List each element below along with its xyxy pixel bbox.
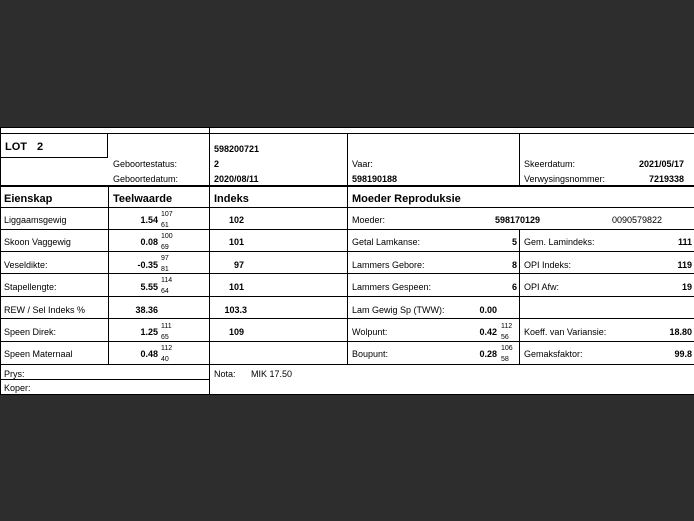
trait-index: 102 (228, 215, 244, 225)
sire-label: Vaar: (352, 159, 373, 169)
grid-line (0, 127, 694, 128)
shear-date-label: Skeerdatum: (524, 159, 576, 169)
dam-row-value: 8 (511, 260, 517, 270)
dam-accuracy-lower: 56 (501, 334, 509, 341)
grid-line (0, 394, 694, 395)
shear-date-value: 2021/05/17 (638, 159, 684, 169)
dam-accuracy-lower: 58 (501, 356, 509, 363)
trait-value: 1.25 (140, 327, 158, 337)
grid-line (347, 133, 348, 186)
trait-accuracy-lower: 65 (161, 334, 169, 341)
trait-accuracy-upper: 100 (161, 233, 173, 240)
dam-row-label-secondary: Gem. Lamindeks: (524, 237, 595, 247)
birth-date-value: 2020/08/11 (214, 174, 259, 184)
breeding-value-column-header: Teelwaarde (113, 193, 173, 205)
dam-reproduction-header: Moeder Reproduksie (352, 193, 461, 205)
grid-line (519, 133, 520, 186)
grid-line (519, 229, 520, 365)
grid-line (0, 379, 209, 380)
trait-label: Skoon Vaggewig (4, 237, 71, 247)
dam-row-value: 0.28 (479, 349, 497, 359)
dam-accuracy-upper: 112 (501, 323, 513, 330)
dam-row-value: 0.00 (479, 305, 497, 315)
trait-accuracy-lower: 69 (161, 244, 169, 251)
dam-row-label: Wolpunt: (352, 327, 388, 337)
dam-id: 598170129 (494, 215, 540, 225)
trait-label: Liggaamsgewig (4, 215, 67, 225)
sire-value: 598190188 (352, 174, 398, 184)
dam-row-value-secondary: 111 (677, 237, 692, 247)
trait-label: REW / Sel Indeks % (4, 305, 86, 315)
animal-id: 598200721 (214, 144, 260, 154)
trait-value: 0.48 (140, 349, 158, 359)
trait-accuracy-lower: 81 (161, 266, 169, 273)
grid-line (108, 185, 109, 365)
grid-line (0, 364, 694, 365)
grid-line (0, 157, 108, 158)
trait-value: 0.08 (140, 237, 158, 247)
reference-value: 7219338 (648, 174, 684, 184)
lot-number: 2 (37, 141, 44, 153)
trait-accuracy-upper: 111 (161, 323, 172, 330)
reference-label: Verwysingsnommer: (524, 174, 606, 184)
grid-line (0, 341, 694, 342)
dam-row-label: Getal Lamkanse: (352, 237, 421, 247)
dam-row-label: Lam Gewig Sp (TWW): (352, 305, 445, 315)
dam-label: Moeder: (352, 215, 386, 225)
trait-index: 101 (228, 237, 244, 247)
note-value: MIK 17.50 (251, 369, 293, 379)
grid-line (0, 127, 1, 395)
trait-value: 1.54 (140, 215, 158, 225)
trait-label: Speen Direk: (4, 327, 57, 337)
trait-column-header: Eienskap (4, 193, 53, 205)
dam-row-label: Lammers Gebore: (352, 260, 425, 270)
trait-value: 38.36 (135, 305, 158, 315)
trait-value: 5.55 (140, 282, 158, 292)
grid-line (0, 229, 694, 230)
dam-accuracy-upper: 106 (501, 345, 513, 352)
trait-accuracy-upper: 112 (161, 345, 173, 352)
grid-line (0, 251, 694, 252)
trait-label: Speen Maternaal (4, 349, 73, 359)
birth-date-label: Geboortedatum: (113, 174, 179, 184)
dam-row-value-secondary: 18.80 (669, 327, 692, 337)
dam-row-value: 6 (511, 282, 517, 292)
note-label: Nota: (214, 369, 236, 379)
dam-row-label-secondary: OPI Indeks: (524, 260, 572, 270)
trait-accuracy-upper: 97 (161, 255, 169, 262)
trait-accuracy-lower: 40 (161, 356, 169, 363)
dam-row-value-secondary: 119 (677, 260, 692, 270)
grid-line (209, 133, 210, 186)
lot-sheet (0, 127, 694, 395)
dam-reference: 0090579822 (612, 215, 663, 225)
dam-row-label: Lammers Gespeen: (352, 282, 432, 292)
dam-row-value: 5 (511, 237, 517, 247)
dam-row-value-secondary: 99.8 (674, 349, 692, 359)
dam-row-label: Boupunt: (352, 349, 389, 359)
lot-label: LOT (5, 141, 27, 153)
dam-row-value-secondary: 19 (681, 282, 692, 292)
birth-status-value: 2 (214, 159, 220, 169)
trait-index: 109 (228, 327, 244, 337)
index-column-header: Indeks (214, 193, 249, 205)
dam-row-label-secondary: Koeff. van Variansie: (524, 327, 607, 337)
trait-label: Stapellengte: (4, 282, 57, 292)
grid-line (107, 133, 108, 157)
grid-line (0, 273, 694, 274)
birth-status-label: Geboortestatus: (113, 159, 178, 169)
trait-accuracy-lower: 64 (161, 288, 169, 295)
buyer-label: Koper: (4, 383, 31, 393)
grid-line (0, 318, 694, 319)
trait-label: Veseldikte: (4, 260, 48, 270)
dam-row-label-secondary: OPI Afw: (524, 282, 560, 292)
grid-line (0, 296, 694, 297)
trait-accuracy-upper: 114 (161, 277, 173, 284)
trait-index: 97 (233, 260, 244, 270)
trait-index: 103.3 (224, 305, 247, 315)
trait-accuracy-upper: 107 (161, 211, 173, 218)
trait-index: 101 (228, 282, 244, 292)
trait-accuracy-lower: 61 (161, 222, 169, 229)
trait-value: -0.35 (137, 260, 158, 270)
grid-line (347, 185, 348, 365)
price-label: Prys: (4, 369, 25, 379)
dam-row-value: 0.42 (479, 327, 497, 337)
dam-row-label-secondary: Gemaksfaktor: (524, 349, 583, 359)
